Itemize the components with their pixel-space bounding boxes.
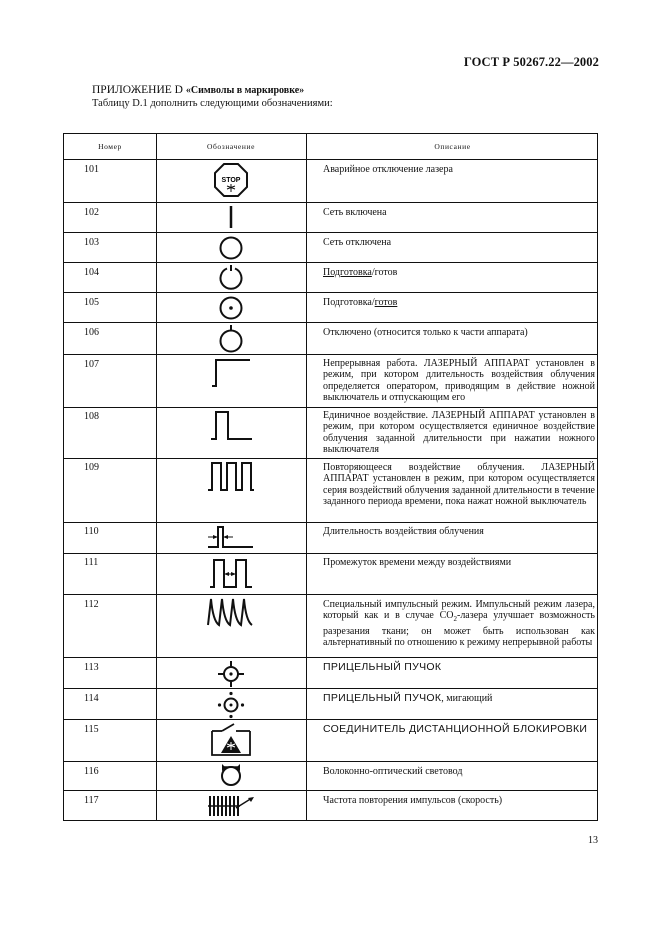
row-description: Сеть отключена — [323, 237, 392, 248]
fiber-optic-icon — [156, 762, 306, 788]
row-number: 109 — [84, 462, 99, 473]
intro-text: Таблицу D.1 дополнить следующими обозначениями: — [92, 98, 333, 109]
row-number: 110 — [84, 526, 99, 537]
row-number: 107 — [84, 359, 99, 370]
row-number: 101 — [84, 164, 99, 175]
row-number: 104 — [84, 267, 99, 278]
single-exposure-icon — [156, 409, 306, 441]
row-description: Подготовка/готов — [323, 267, 398, 278]
special-pulse-mode-icon — [156, 597, 306, 627]
power-off-icon — [156, 235, 306, 261]
row-number: 102 — [84, 207, 99, 218]
row-number: 112 — [84, 599, 99, 610]
row-description: Единичное воздействие. ЛАЗЕРНЫЙ АППАРАТ установлен в режим, при котором осуществляется единичное воздействие облучения заданной длительности при нажатии ножного выключателя — [323, 410, 595, 455]
row-number: 114 — [84, 693, 99, 704]
row-description: Повторяющееся воздействие облучения. ЛАЗЕРНЫЙ АППАРАТ установлен в режим, при котором осуществляется серия воздействий облучения заданной длительности в течение заданного периода времени, пока нажат ножной выключатель — [323, 462, 595, 507]
row-description: Аварийное отключение лазера — [323, 164, 453, 175]
row-description: Непрерывная работа. ЛАЗЕРНЫЙ АППАРАТ установлен в режим, при котором длительность воздействия облучения определяется оператором, приводящим в действие ножной выключатель и отпускающим его — [323, 358, 595, 403]
aiming-beam-icon — [156, 660, 306, 688]
row-number: 106 — [84, 327, 99, 338]
row-description: ПРИЦЕЛЬНЫЙ ПУЧОК, мигающий — [323, 692, 493, 704]
row-number: 113 — [84, 662, 99, 673]
stop-label: STOP — [221, 177, 241, 184]
column-header-symbol: Обозначение — [206, 142, 256, 151]
row-description: Специальный импульсный режим. Импульсный режим лазера, который как и в случае $CO_2$-лазера улучшает возможность разрезания ткани; он может быть использован как альтернативный по отношению к режиму непрерывной работы — [323, 599, 595, 648]
row-number: 108 — [84, 411, 99, 422]
row-number: 111 — [84, 557, 99, 568]
column-header-description: Описание — [434, 142, 471, 151]
row-number: 116 — [84, 766, 99, 777]
exposure-interval-icon — [156, 556, 306, 590]
pulse-rate-icon — [156, 792, 306, 818]
row-description: СОЕДИНИТЕЛЬ ДИСТАНЦИОННОЙ БЛОКИРОВКИ — [323, 723, 588, 735]
aiming-beam-flashing-icon — [156, 691, 306, 719]
column-header-number: Номер — [98, 142, 122, 151]
row-number: 103 — [84, 237, 99, 248]
appendix-subtitle: «Символы в маркировке» — [185, 85, 305, 96]
row-number: 117 — [84, 795, 99, 806]
row-description: Отключено (относится только к части аппарата) — [323, 327, 528, 338]
row-description: ПРИЦЕЛЬНЫЙ ПУЧОК — [323, 661, 442, 673]
row-number: 115 — [84, 724, 99, 735]
exposure-duration-icon — [156, 523, 306, 551]
off-partial-icon — [156, 324, 306, 354]
standby-icon — [156, 264, 306, 292]
standard-number: ГОСТ Р 50267.22—2002 — [463, 55, 599, 69]
row-number: 105 — [84, 297, 99, 308]
row-description: Волоконно-оптический световод — [323, 766, 463, 777]
power-on-icon — [156, 205, 306, 229]
appendix-heading — [92, 84, 304, 96]
row-description: Промежуток времени между воздействиями — [323, 557, 512, 568]
remote-interlock-icon — [156, 721, 306, 759]
stop-button-icon — [156, 162, 306, 198]
row-description: Сеть включена — [323, 207, 387, 218]
page-number: 13 — [588, 835, 598, 846]
symbols-table — [63, 133, 598, 821]
appendix-title: ПРИЛОЖЕНИЕ D — [92, 84, 183, 96]
continuous-work-icon — [156, 358, 306, 388]
ready-icon — [156, 295, 306, 321]
row-description: Длительность воздействия облучения — [323, 526, 484, 537]
row-description: Частота повторения импульсов (скорость) — [323, 795, 503, 806]
row-description: Подготовка/готов — [323, 297, 398, 308]
repeated-exposure-icon — [156, 460, 306, 492]
